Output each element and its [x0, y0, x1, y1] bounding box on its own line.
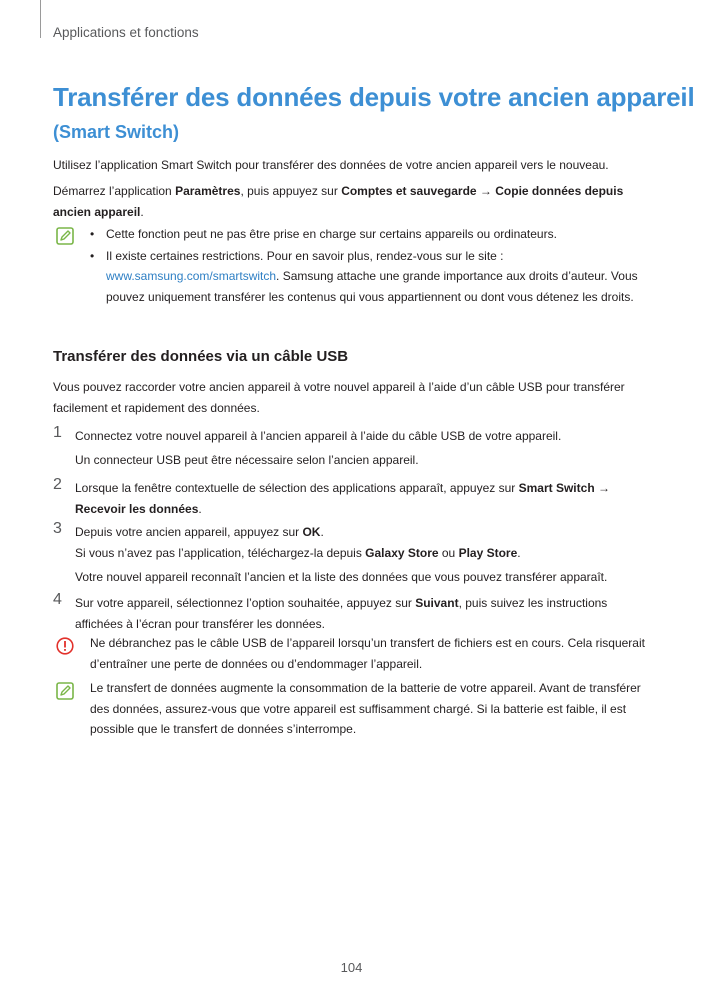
note-icon — [56, 682, 74, 700]
running-header: Applications et fonctions — [53, 25, 199, 40]
launch-app: Paramètres — [175, 184, 241, 198]
note-text: Le transfert de données augmente la consommation de la batterie de votre appareil. Avant de transférer des données, assurez-vous que votre appareil est suffisamment chargé. Si la batterie est faible, il est possible que le transfert de données s’interrompe. — [90, 681, 641, 736]
note-bullet-text: Il existe certaines restrictions. Pour en savoir plus, rendez-vous sur le site : — [106, 248, 504, 263]
page-title: Transférer des données depuis votre ancien appareil — [53, 82, 695, 112]
list-item — [90, 224, 650, 245]
step-4-text — [75, 593, 635, 635]
step-number: 3 — [53, 520, 62, 537]
step-4 — [75, 593, 635, 635]
launch-mid: , puis appuyez sur — [240, 184, 342, 198]
note-bullets — [90, 224, 650, 307]
step-2-b1: Smart Switch — [518, 481, 595, 495]
caution-icon — [56, 637, 74, 655]
section-heading: Transférer des données via un câble USB — [53, 348, 349, 365]
bullet-dot: • — [90, 227, 95, 241]
launch-arrow: → — [476, 184, 496, 198]
step-2-prefix: Lorsque la fenêtre contextuelle de sélection des applications apparaît, appuyez sur — [75, 481, 519, 495]
page-number: 104 — [340, 960, 363, 975]
step-2-arrow: → — [594, 481, 610, 495]
step-3-line2-prefix: Si vous n’avez pas l’application, téléchargez-la depuis — [75, 546, 366, 560]
step-1-line1: Connectez votre nouvel appareil à l’ancien appareil à l’aide du câble USB de votre appareil. — [75, 429, 562, 443]
step-3-line2-mid: ou — [438, 546, 459, 560]
step-number: 1 — [53, 424, 62, 441]
step-2-b2: Recevoir les données — [75, 502, 199, 516]
step-4-b1: Suivant — [415, 596, 459, 610]
step-4-prefix: Sur votre appareil, sélectionnez l’option souhaitée, appuyez sur — [75, 596, 416, 610]
launch-instructions — [53, 181, 633, 223]
caution-text: Ne débranchez pas le câble USB de l’appareil lorsqu’un transfert de fichiers est en cours. Cela risquerait d’entraîner une perte de données ou d’endommager l’appareil. — [90, 636, 645, 671]
step-2-text — [75, 478, 635, 520]
smartswitch-link[interactable]: www.samsung.com/smartswitch — [106, 269, 277, 283]
launch-path2: Copie données depuis ancien appareil — [53, 184, 624, 219]
step-3-line2-b1: Galaxy Store — [365, 546, 439, 560]
step-2-suffix: . — [198, 502, 202, 516]
step-number: 4 — [53, 591, 62, 608]
header-rule — [40, 0, 41, 38]
note-icon — [56, 227, 74, 245]
note-bullet-text: Cette fonction peut ne pas être prise en charge sur certains appareils ou ordinateurs. — [106, 227, 557, 241]
section-intro: Vous pouvez raccorder votre ancien appareil à votre nouvel appareil à l’aide d’un câble USB pour transférer facilement et rapidement des données. — [53, 380, 625, 415]
launch-path1: Comptes et sauvegarde — [341, 184, 477, 198]
step-3-line2-b2: Play Store — [458, 546, 518, 560]
launch-prefix: Démarrez l’application — [53, 184, 176, 198]
step-3-line1 — [75, 522, 655, 543]
bullet-dot: • — [90, 248, 95, 263]
step-3-line2-suffix: . — [517, 546, 521, 560]
step-3-suffix: . — [320, 525, 324, 539]
launch-suffix: . — [140, 205, 144, 219]
step-3-prefix: Depuis votre ancien appareil, appuyez sur — [75, 525, 303, 539]
page-subtitle: (Smart Switch) — [53, 122, 180, 142]
step-3-line3: Votre nouvel appareil reconnaît l’ancien et la liste des données que vous pouvez transférer apparaît. — [75, 570, 608, 584]
note-bullet-text-cont: . Samsung attache une grande importance aux droits d’auteur. Vous pouvez uniquement transférer les contenus qui vous appartiennent ou dont vous détenez les droits. — [106, 269, 638, 304]
step-2 — [75, 478, 635, 520]
step-3 — [75, 522, 655, 588]
step-1-line2: Un connecteur USB peut être nécessaire selon l’ancien appareil. — [75, 453, 419, 467]
step-3-b1: OK — [302, 525, 321, 539]
step-3-line2 — [75, 543, 655, 564]
list-item — [90, 246, 650, 308]
step-1 — [75, 426, 655, 471]
step-number: 2 — [53, 476, 62, 493]
intro-paragraph: Utilisez l’application Smart Switch pour transférer des données de votre ancien appareil vers le nouveau. — [53, 158, 609, 172]
step-4-suffix: , puis suivez les instructions affichées à l’écran pour transférer les données. — [75, 596, 608, 631]
